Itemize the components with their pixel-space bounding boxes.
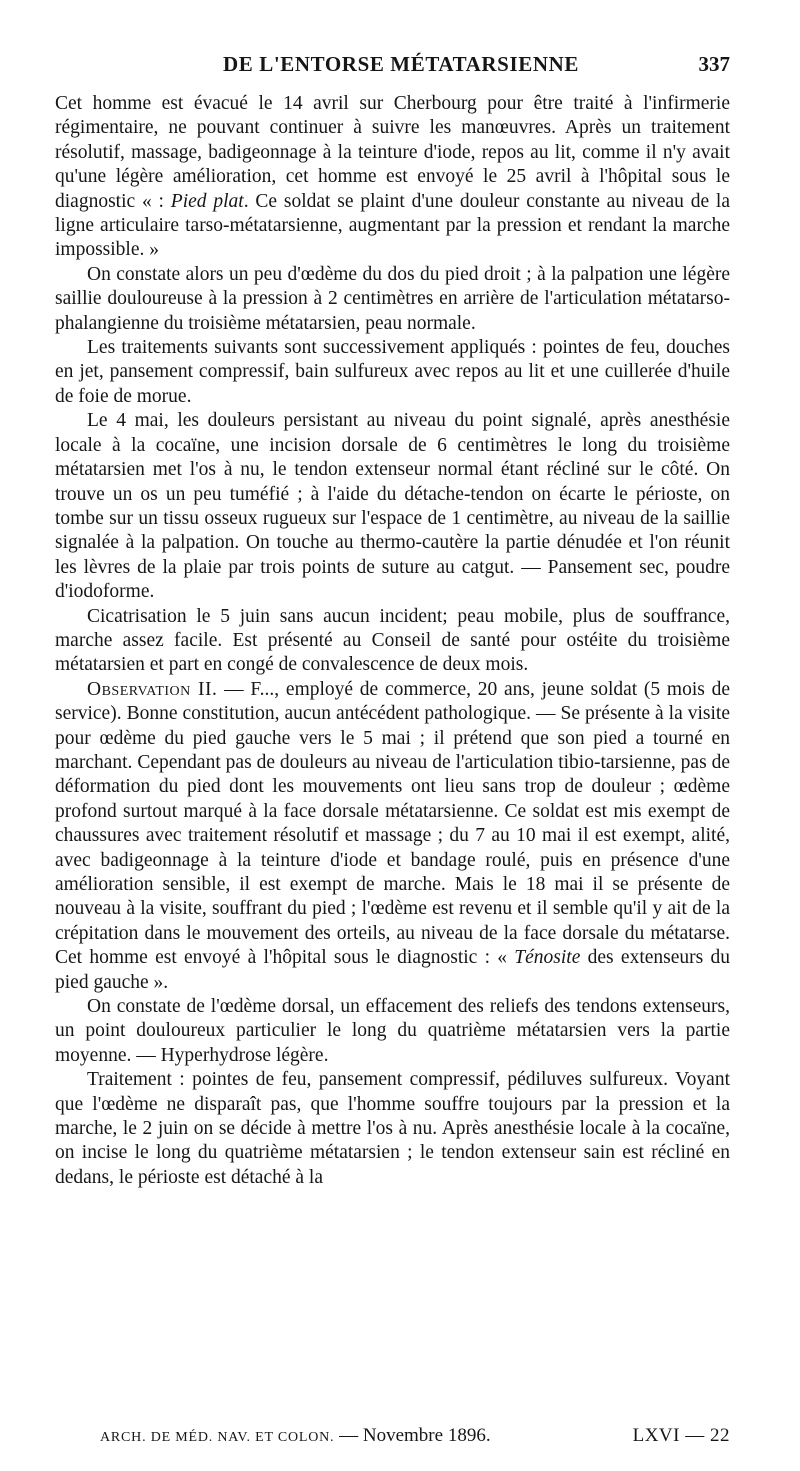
paragraph: Cicatrisation le 5 juin sans aucun incident; peau mobile, plus de souffrance, marche assez facile. Est présenté au Conseil de santé pour ostéite du troisième métatarsien et part en congé de convalescence de deux mois. — [55, 605, 730, 676]
issue-date: — Novembre 1896. — [339, 1425, 491, 1446]
journal-name: ARCH. DE MÉD. NAV. ET COLON. — [100, 1430, 335, 1445]
paragraph: On constate de l'œdème dorsal, un effacement des reliefs des tendons extenseurs, un point douloureux particulier le long du quatrième métatarsien vers la partie moyenne. — Hyperhydrose légère. — [55, 996, 730, 1066]
text-run: — F..., employé de commerce, 20 ans, jeune soldat (5 mois de service). Bonne constitution, aucun antécédent pathologique. — Se présente à la visite pour œdème du pied gauche vers le 5 mai ; il prétend que son pied a tourné en marchant. Cependant pas de douleurs au niveau de l'articulation tibio-tarsienne, pas de déformation du pied dont les mouvements ont lieu sans trop de douleur ; œdème profond surtout marqué à la face dorsale métatarsienne. Ce soldat est mis exempt de chaussures avec traitement résolutif et massage ; du 7 au 10 mai il est exempt, alité, avec badigeonnage à la teinture d'iode et bandage roulé, puis en présence d'une amélioration sensible, il est exempt de marche. Mais le 18 mai il se présente de nouveau à la visite, souffrant du pied ; l'œdème est revenu et il semble qu'il y ait de la crépitation dans le mouvement des orteils, au niveau de la face dorsale du métatarse. Cet homme est envoyé à l'hôpital sous le diagnostic : « — [55, 678, 730, 969]
text-run: des extenseurs du pied gauche ». — [55, 947, 730, 993]
paragraph: Le 4 mai, les douleurs persistant au niveau du point signalé, après anesthésie locale à la cocaïne, une incision dorsale de 6 centimètres le long du troisième métatarsien met l'os à nu, le tendon extenseur normal étant récliné sur le côté. On trouve un os un peu tuméfié ; à l'aide du détache-tendon on écarte le périoste, on tombe sur un tissu osseux rugueux sur l'espace de 1 centimètre, au niveau de la saillie signalée à la palpation. On touche au thermo-cautère la partie dénudée et l'on réunit les lèvres de la plaie par trois points de suture au catgut. — Pansement sec, poudre d'iodoforme. — [55, 410, 730, 603]
paragraph — [55, 678, 730, 995]
diagnosis-emphasis: Ténosite — [514, 947, 581, 969]
text-run: . Ce soldat se plaint d'une douleur constante au niveau de la ligne articulaire tarso-métatarsienne, augmentant par la pression et rendant la marche impossible. » — [55, 190, 730, 261]
paragraph: On constate alors un peu d'œdème du dos du pied droit ; à la palpation une légère saillie douloureuse à la pression à 2 centimètres en arrière de l'articulation métatarso-phalangienne du troisième métatarsien, peau normale. — [55, 263, 730, 334]
paragraph — [55, 92, 730, 263]
running-title: DE L'ENTORSE MÉTATARSIENNE — [223, 52, 579, 76]
page-header — [55, 52, 730, 82]
volume-signature: LXVI — 22 — [632, 1425, 730, 1446]
footer-citation — [100, 1425, 491, 1447]
body-text — [55, 92, 730, 1190]
observation-label: Observation II. — [87, 678, 218, 700]
text-run: Cet homme est évacué le 14 avril sur Cherbourg pour être traité à l'infirmerie régimentaire, ne pouvant continuer à suivre les manœuvres. Après un traitement résolutif, massage, badigeonnage à la teinture d'iode, repos au lit, comme il n'y avait qu'une légère amélioration, cet homme est envoyé le 25 avril à l'hôpital sous le diagnostic « : — [55, 93, 730, 212]
page-number: 337 — [698, 52, 730, 76]
paragraph: Traitement : pointes de feu, pansement compressif, pédiluves sulfureux. Voyant que l'œdème ne disparaît pas, que l'homme souffre toujours par la pression et la marche, le 2 juin on se décide à mettre l'os à nu. Après anesthésie locale à la cocaïne, on incise le long du quatrième métatarsien ; le tendon extenseur sain est récliné en dedans, le périoste est détaché à la — [55, 1069, 730, 1188]
paragraph: Les traitements suivants sont successivement appliqués : pointes de feu, douches en jet, pansement compressif, bain sulfureux avec repos au lit et une cuillerée d'huile de foie de morue. — [55, 337, 730, 407]
diagnosis-emphasis: Pied plat — [170, 190, 244, 212]
